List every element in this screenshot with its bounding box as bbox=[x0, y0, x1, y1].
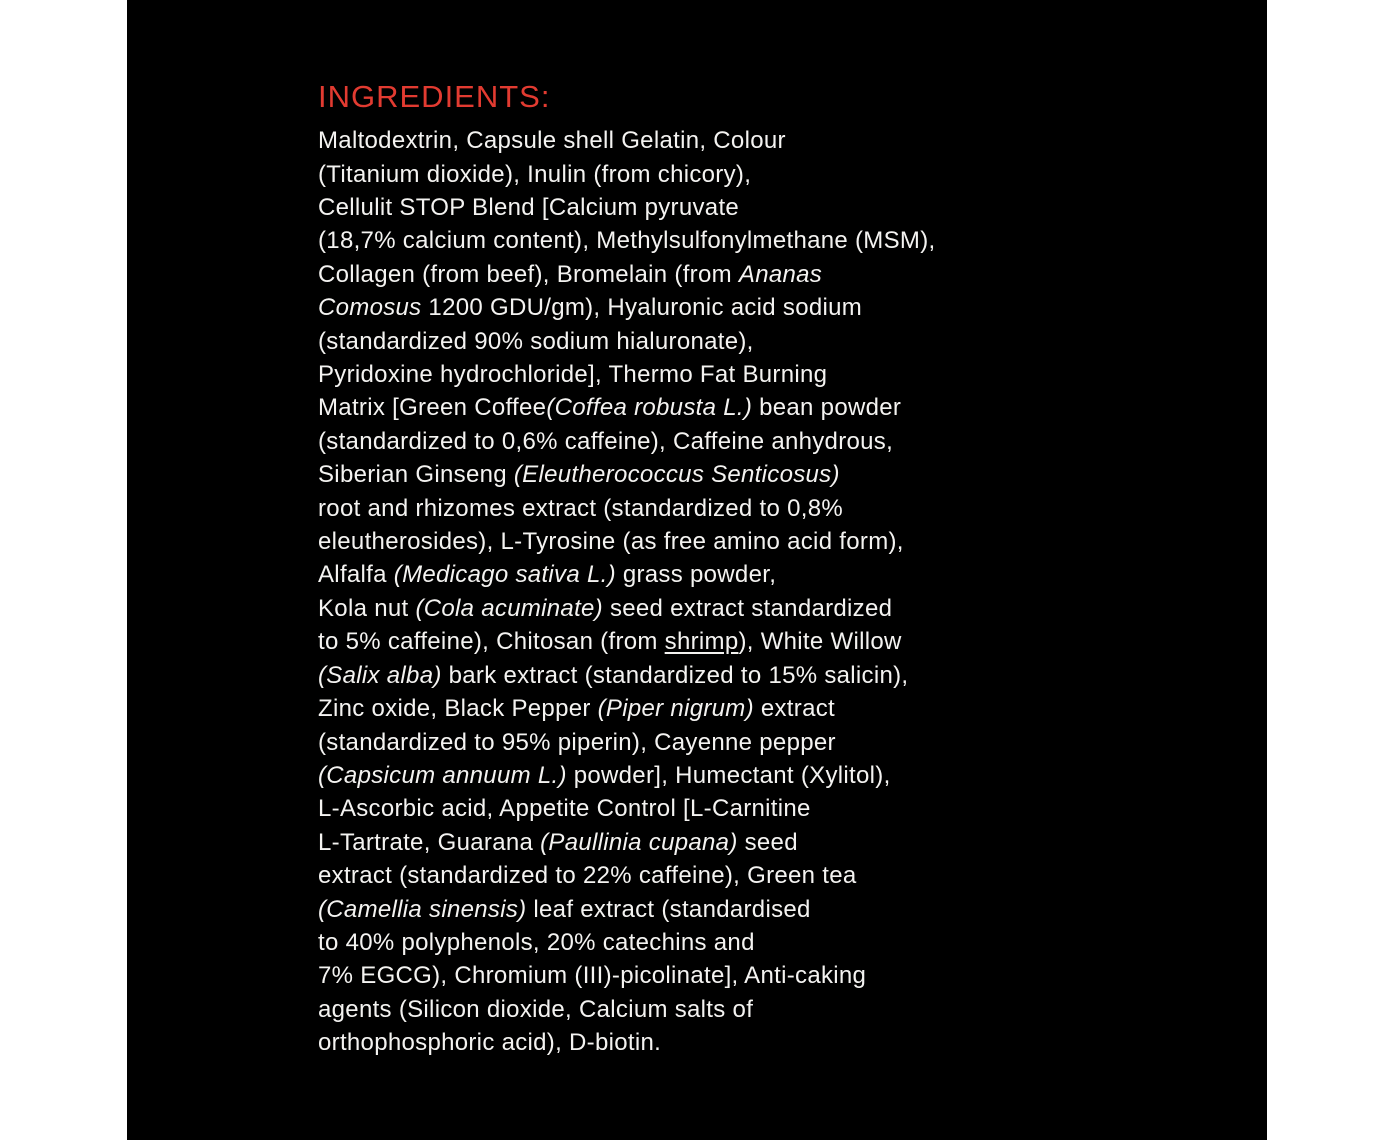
ingredient-text: (Titanium dioxide), Inulin (from chicory), bbox=[318, 160, 752, 188]
ingredient-text: (standardized to 95% piperin), Cayenne pepper bbox=[318, 728, 836, 756]
ingredients-line bbox=[318, 826, 1067, 859]
ingredient-text: Matrix [Green Coffee bbox=[318, 394, 547, 422]
ingredient-text: 7% EGCG), Chromium (III)-picolinate], Anti-caking bbox=[318, 962, 867, 990]
ingredients-line bbox=[318, 592, 1067, 625]
ingredient-text: bark extract (standardized to 15% salicin), bbox=[441, 661, 909, 689]
ingredients-line bbox=[318, 425, 1067, 458]
ingredient-text: Cellulit STOP Blend [Calcium pyruvate bbox=[318, 194, 740, 221]
ingredient-text: L-Tartrate, Guarana bbox=[318, 828, 541, 856]
ingredient-text: Kola nut bbox=[318, 594, 416, 622]
latin-name-text: (Medicago sativa L.) bbox=[393, 561, 616, 589]
ingredients-text bbox=[318, 124, 1067, 1059]
ingredients-line bbox=[318, 893, 1067, 926]
ingredients-line bbox=[318, 558, 1067, 591]
ingredient-text: bean powder bbox=[752, 394, 902, 422]
ingredients-line bbox=[318, 792, 1067, 825]
ingredient-text: to 40% polyphenols, 20% catechins and bbox=[318, 928, 755, 956]
ingredient-text: L-Ascorbic acid, Appetite Control [L-Carnitine bbox=[318, 795, 811, 823]
latin-name-text: (Eleutherococcus Senticosus) bbox=[513, 461, 840, 489]
ingredients-line bbox=[318, 224, 1067, 257]
ingredient-text: Siberian Ginseng bbox=[318, 461, 514, 489]
latin-name-text: (Capsicum annuum L.) bbox=[318, 761, 567, 789]
ingredient-text: (standardized 90% sodium hialuronate), bbox=[318, 327, 754, 355]
ingredients-label-content bbox=[127, 0, 1067, 1060]
ingredients-line bbox=[318, 993, 1067, 1026]
ingredient-text: seed bbox=[737, 828, 798, 856]
latin-name-text: (Paullinia cupana) bbox=[540, 828, 738, 856]
latin-name-text: Ananas bbox=[738, 260, 823, 288]
ingredient-text: seed extract standardized bbox=[602, 594, 893, 622]
ingredients-line bbox=[318, 759, 1067, 792]
ingredients-line bbox=[318, 325, 1067, 358]
ingredients-line bbox=[318, 492, 1067, 525]
ingredients-line bbox=[318, 191, 1067, 224]
ingredients-line bbox=[318, 525, 1067, 558]
ingredients-label-panel bbox=[127, 0, 1267, 1140]
ingredients-line bbox=[318, 124, 1067, 157]
ingredient-text: Alfalfa bbox=[318, 561, 394, 589]
ingredient-text: Maltodextrin, Capsule shell Gelatin, Colour bbox=[318, 127, 786, 155]
ingredient-text: powder], Humectant (Xylitol), bbox=[566, 761, 891, 789]
ingredients-line bbox=[318, 358, 1067, 391]
ingredient-text: ), White Willow bbox=[738, 628, 902, 656]
ingredients-line bbox=[318, 959, 1067, 992]
ingredient-text: extract (standardized to 22% caffeine), Green tea bbox=[318, 862, 857, 890]
ingredients-line bbox=[318, 258, 1067, 291]
ingredient-text: (18,7% calcium content), Methylsulfonylmethane (MSM), bbox=[318, 227, 936, 255]
ingredients-line bbox=[318, 859, 1067, 892]
ingredients-line bbox=[318, 158, 1067, 191]
ingredient-text: root and rhizomes extract (standardized to 0,8% bbox=[318, 494, 844, 522]
latin-name-text: (Coffea robusta L.) bbox=[546, 394, 753, 422]
ingredient-text: (standardized to 0,6% caffeine), Caffeine anhydrous, bbox=[318, 427, 894, 455]
ingredient-text: agents (Silicon dioxide, Calcium salts of bbox=[318, 995, 754, 1023]
ingredient-text: Zinc oxide, Black Pepper bbox=[318, 695, 598, 723]
ingredients-line bbox=[318, 726, 1067, 759]
allergen-text: shrimp bbox=[664, 628, 739, 656]
ingredient-text: eleutherosides), L-Tyrosine (as free amino acid form), bbox=[318, 528, 904, 556]
ingredient-text: grass powder, bbox=[615, 561, 777, 589]
ingredients-line bbox=[318, 291, 1067, 324]
ingredients-heading: INGREDIENTS: bbox=[318, 79, 551, 114]
latin-name-text: Comosus bbox=[318, 294, 422, 322]
ingredient-text: Pyridoxine hydrochloride], Thermo Fat Burning bbox=[318, 361, 828, 389]
ingredient-text: leaf extract (standardised bbox=[526, 895, 811, 923]
latin-name-text: (Piper nigrum) bbox=[597, 695, 754, 723]
ingredients-line bbox=[318, 458, 1067, 491]
ingredients-line bbox=[318, 625, 1067, 658]
latin-name-text: (Camellia sinensis) bbox=[318, 895, 527, 923]
ingredient-text: Collagen (from beef), Bromelain (from bbox=[318, 260, 739, 288]
ingredients-line bbox=[318, 659, 1067, 692]
ingredient-text: 1200 GDU/gm), Hyaluronic acid sodium bbox=[421, 294, 863, 322]
ingredient-text: extract bbox=[753, 695, 835, 723]
ingredients-line bbox=[318, 391, 1067, 424]
ingredients-line bbox=[318, 692, 1067, 725]
ingredient-text: to 5% caffeine), Chitosan (from bbox=[318, 628, 665, 656]
latin-name-text: (Cola acuminate) bbox=[415, 594, 603, 622]
ingredients-line bbox=[318, 926, 1067, 959]
ingredients-line bbox=[318, 1026, 1067, 1059]
ingredient-text: orthophosphoric acid), D-biotin. bbox=[318, 1029, 662, 1057]
latin-name-text: (Salix alba) bbox=[318, 661, 442, 689]
